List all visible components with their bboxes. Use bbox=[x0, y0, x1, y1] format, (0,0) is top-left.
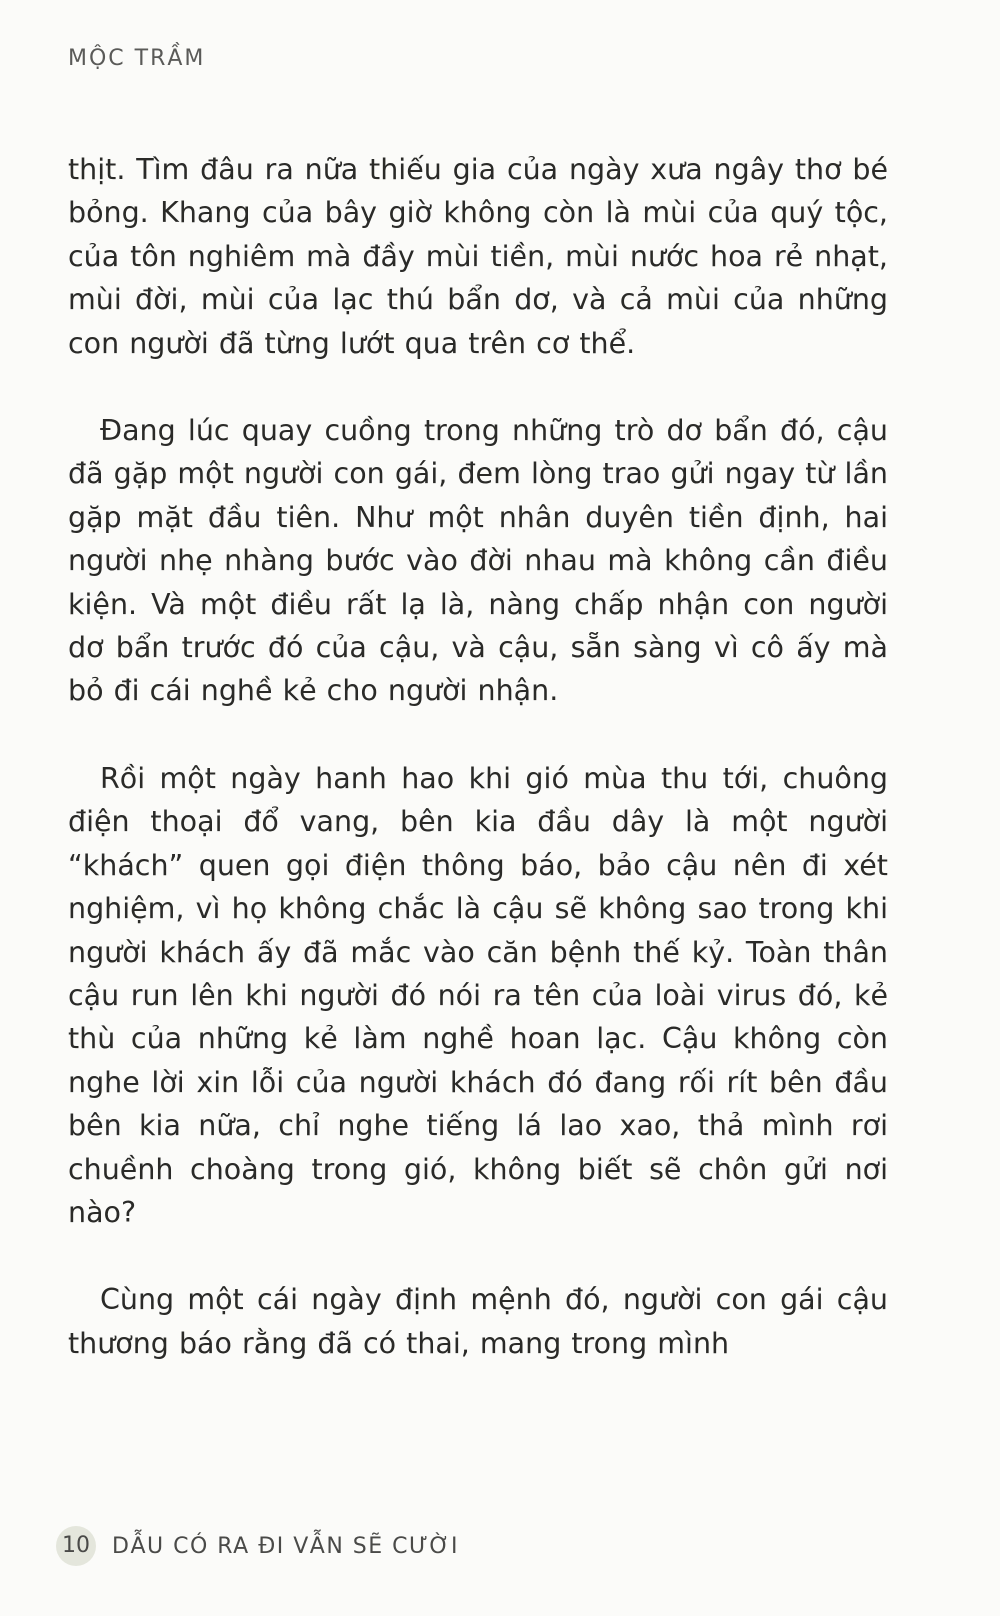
paragraph-2: Đang lúc quay cuồng trong những trò dơ bẩn đó, cậu đã gặp một người con gái, đem lòng trao gửi ngay từ lần gặp mặt đầu tiên. Như một nhân duyên tiền định, hai người nhẹ nhàng bước vào đời nhau mà không cần điều kiện. Và một điều rất lạ là, nàng chấp nhận con người dơ bẩn trước đó của cậu, và cậu, sẵn sàng vì cô ấy mà bỏ đi cái nghề kẻ cho người nhận. bbox=[68, 414, 888, 708]
paragraph-3: Rồi một ngày hanh hao khi gió mùa thu tới, chuông điện thoại đổ vang, bên kia đầu dây là một người “khách” quen gọi điện thông báo, bảo cậu nên đi xét nghiệm, vì họ không chắc là cậu sẽ không sao trong khi người khách ấy đã mắc vào căn bệnh thế kỷ. Toàn thân cậu run lên khi người đó nói ra tên của loài virus đó, kẻ thù của những kẻ làm nghề hoan lạc. Cậu không còn nghe lời xin lỗi của người khách đó đang rối rít bên đầu bên kia nữa, chỉ nghe tiếng lá lao xao, thả mình rơi chuềnh choàng trong gió, không biết sẽ chôn gửi nơi nào? bbox=[68, 761, 888, 1229]
page-number: 10 bbox=[56, 1526, 96, 1566]
paragraph-4: Cùng một cái ngày định mệnh đó, người con gái cậu thương báo rằng đã có thai, mang trong mình bbox=[68, 1283, 888, 1360]
body-text bbox=[68, 148, 888, 1365]
footer-book-title: DẪU CÓ RA ĐI VẪN SẼ CƯỜI bbox=[112, 1533, 459, 1559]
page-footer bbox=[56, 1526, 459, 1566]
running-head-author: MỘC TRẦM bbox=[68, 46, 206, 71]
paragraph-1: thịt. Tìm đâu ra nữa thiếu gia của ngày xưa ngây thơ bé bỏng. Khang của bây giờ không còn là mùi của quý tộc, của tôn nghiêm mà đầy mùi tiền, mùi nước hoa rẻ nhạt, mùi đời, mùi của lạc thú bẩn dơ, và cả mùi của những con người đã từng lướt qua trên cơ thể. bbox=[68, 153, 888, 360]
